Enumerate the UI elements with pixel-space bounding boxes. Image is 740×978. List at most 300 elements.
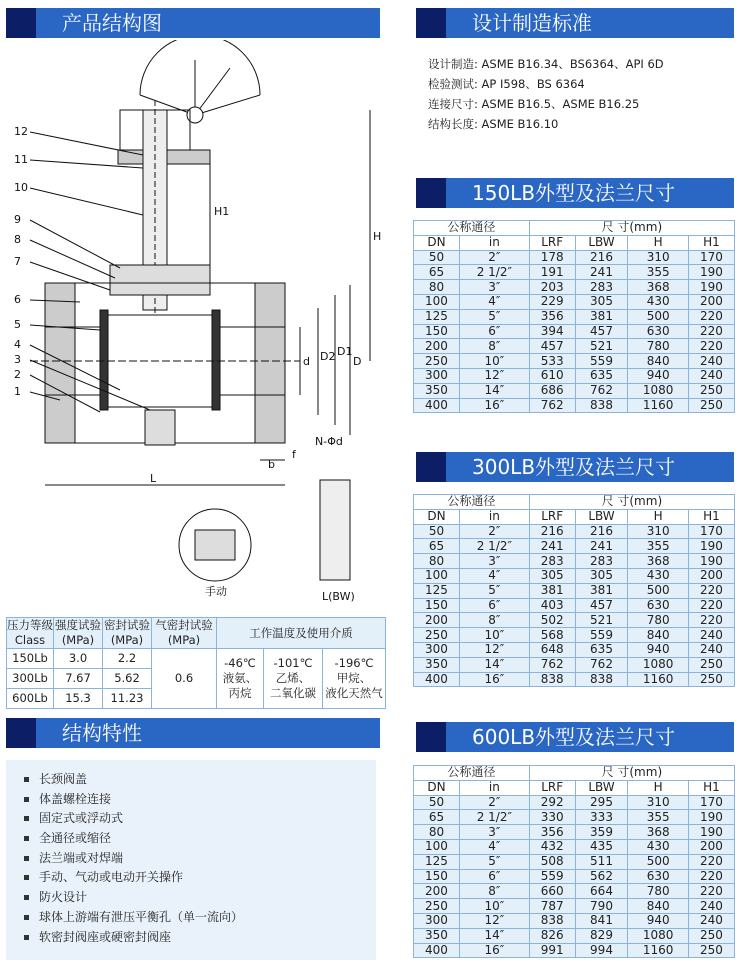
- table-header-size: 尺 寸(mm): [529, 766, 734, 781]
- table-cell: 300: [414, 368, 460, 383]
- table-cell: 841: [575, 913, 628, 928]
- table-cell: 359: [575, 825, 628, 840]
- table-cell: 191: [529, 265, 575, 280]
- dims-table-300: [413, 494, 735, 687]
- table-cell: 762: [575, 657, 628, 672]
- header-dims-150: 150LB外型及法兰尺寸: [416, 178, 734, 208]
- table-cell: 100: [414, 839, 460, 854]
- table-cell: 780: [628, 339, 689, 354]
- part-label: 12: [14, 125, 28, 138]
- table-cell: 508: [529, 854, 575, 869]
- table-cell: 200: [688, 839, 734, 854]
- table-cell: 292: [529, 795, 575, 810]
- pressure-strength: 15.3: [54, 689, 103, 709]
- table-row: [414, 672, 735, 687]
- table-cell: 686: [529, 383, 575, 398]
- table-cell: 283: [575, 280, 628, 295]
- table-row: [414, 583, 735, 598]
- table-cell: 250: [688, 928, 734, 943]
- bonnet: [110, 265, 210, 295]
- header-product-structure: [6, 8, 380, 38]
- table-header-nominal: 公称通径: [414, 221, 530, 236]
- bullet-icon: [24, 875, 29, 880]
- table-cell: 630: [628, 869, 689, 884]
- table-cell: 568: [529, 628, 575, 643]
- features-panel: [6, 760, 376, 960]
- table-row: [414, 839, 735, 854]
- pressure-class: 150Lb: [7, 649, 54, 669]
- feature-item: 软密封阀座或硬密封阀座: [24, 928, 376, 948]
- feature-item: 长颈阀盖: [24, 770, 376, 790]
- table-cell: 14″: [459, 383, 529, 398]
- feature-item: 手动、气动或电动开关操作: [24, 868, 376, 888]
- table-cell: 381: [575, 583, 628, 598]
- header-dims-300: 300LB外型及法兰尺寸: [416, 452, 734, 482]
- header-features: 结构特性: [6, 718, 380, 748]
- table-row: [414, 913, 735, 928]
- pressure-seal: 11.23: [103, 689, 152, 709]
- table-cell: 14″: [459, 657, 529, 672]
- table-col-header: in: [459, 235, 529, 250]
- table-cell: 5″: [459, 854, 529, 869]
- standard-row: 连接尺寸: ASME B16.5、ASME B16.25: [428, 97, 640, 111]
- table-cell: 559: [575, 354, 628, 369]
- table-row: [414, 943, 735, 958]
- table-cell: 150: [414, 324, 460, 339]
- table-cell: 65: [414, 265, 460, 280]
- table-cell: 295: [575, 795, 628, 810]
- table-cell: 630: [628, 598, 689, 613]
- table-cell: 435: [575, 839, 628, 854]
- bullet-icon: [24, 915, 29, 920]
- pressure-class: 600Lb: [7, 689, 54, 709]
- table-row: [414, 539, 735, 554]
- table-cell: 762: [575, 383, 628, 398]
- table-cell: 240: [688, 628, 734, 643]
- feature-item: 全通径或缩径: [24, 829, 376, 849]
- table-cell: 2 1/2″: [459, 810, 529, 825]
- table-row: [414, 265, 735, 280]
- standard-row: 设计制造: ASME B16.34、BS6364、API 6D: [428, 57, 664, 71]
- table-cell: 300: [414, 913, 460, 928]
- table-cell: 12″: [459, 913, 529, 928]
- table-cell: 220: [688, 339, 734, 354]
- table-cell: 432: [529, 839, 575, 854]
- table-cell: 240: [688, 368, 734, 383]
- table-cell: 170: [688, 524, 734, 539]
- table-row: [414, 825, 735, 840]
- table-cell: 521: [575, 613, 628, 628]
- header-block: [416, 178, 446, 208]
- header-block: [6, 8, 36, 38]
- table-cell: 940: [628, 642, 689, 657]
- table-cell: 125: [414, 583, 460, 598]
- bullet-icon: [24, 856, 29, 861]
- table-row: [414, 795, 735, 810]
- table-row: [414, 657, 735, 672]
- part-label: 2: [14, 368, 21, 381]
- table-cell: 216: [529, 524, 575, 539]
- table-cell: 533: [529, 354, 575, 369]
- table-cell: 826: [529, 928, 575, 943]
- table-col-header: H1: [688, 235, 734, 250]
- table-cell: 6″: [459, 598, 529, 613]
- table-col-header: LBW: [575, 509, 628, 524]
- table-cell: 330: [529, 810, 575, 825]
- table-cell: 840: [628, 899, 689, 914]
- table-header-size: 尺 寸(mm): [529, 495, 734, 510]
- table-cell: 430: [628, 568, 689, 583]
- table-row: [414, 368, 735, 383]
- table-col-header: H1: [688, 780, 734, 795]
- header-design-standard: [416, 8, 734, 38]
- table-col-header: LBW: [575, 235, 628, 250]
- table-cell: 5″: [459, 583, 529, 598]
- bullet-icon: [24, 935, 29, 940]
- table-cell: 400: [414, 398, 460, 413]
- header-block: [416, 452, 446, 482]
- table-cell: 6″: [459, 324, 529, 339]
- dim-label: D: [353, 355, 362, 368]
- table-row: [414, 869, 735, 884]
- valve-drawing: [0, 40, 405, 610]
- table-cell: 660: [529, 884, 575, 899]
- table-cell: 940: [628, 913, 689, 928]
- table-cell: 200: [688, 568, 734, 583]
- table-cell: 200: [414, 613, 460, 628]
- table-cell: 333: [575, 810, 628, 825]
- part-label: 8: [14, 233, 21, 246]
- table-cell: 12″: [459, 368, 529, 383]
- handwheel-hub: [187, 107, 203, 123]
- table-col-header: DN: [414, 780, 460, 795]
- table-cell: 241: [529, 539, 575, 554]
- table-cell: 250: [414, 354, 460, 369]
- table-cell: 394: [529, 324, 575, 339]
- table-cell: 500: [628, 854, 689, 869]
- table-cell: 100: [414, 568, 460, 583]
- table-cell: 457: [575, 324, 628, 339]
- table-col-header: H: [628, 780, 689, 795]
- table-cell: 521: [575, 339, 628, 354]
- table-cell: 368: [628, 280, 689, 295]
- table-cell: 355: [628, 539, 689, 554]
- manual-label: 手动: [205, 585, 227, 598]
- table-cell: 220: [688, 309, 734, 324]
- standards-list: [428, 54, 664, 134]
- table-col-header: LRF: [529, 780, 575, 795]
- table-cell: 350: [414, 383, 460, 398]
- table-row: [414, 928, 735, 943]
- pressure-header-class: 压力等级 Class: [7, 618, 53, 647]
- table-cell: 220: [688, 613, 734, 628]
- table-cell: 300: [414, 642, 460, 657]
- dim-label: b: [268, 458, 275, 471]
- feature-item: 法兰端或对焊端: [24, 849, 376, 869]
- table-cell: 50: [414, 795, 460, 810]
- table-cell: 457: [575, 598, 628, 613]
- table-cell: 381: [575, 309, 628, 324]
- table-cell: 3″: [459, 280, 529, 295]
- pressure-header-temp: 工作温度及使用介质: [217, 618, 386, 649]
- table-cell: 350: [414, 657, 460, 672]
- table-cell: 762: [529, 657, 575, 672]
- table-cell: 3″: [459, 554, 529, 569]
- table-col-header: H1: [688, 509, 734, 524]
- table-cell: 65: [414, 539, 460, 554]
- table-cell: 350: [414, 928, 460, 943]
- table-cell: 787: [529, 899, 575, 914]
- table-cell: 216: [575, 250, 628, 265]
- table-header-nominal: 公称通径: [414, 766, 530, 781]
- table-cell: 4″: [459, 294, 529, 309]
- dim-label: N-Φd: [315, 435, 343, 448]
- table-row: [414, 899, 735, 914]
- table-cell: 250: [414, 899, 460, 914]
- header-title: 设计制造标准: [472, 11, 592, 35]
- table-cell: 310: [628, 250, 689, 265]
- part-label: 3: [14, 353, 21, 366]
- table-row: [414, 568, 735, 583]
- standard-row: 检验测试: AP I598、BS 6364: [428, 77, 585, 91]
- seat-right: [212, 310, 220, 410]
- table-cell: 283: [575, 554, 628, 569]
- table-row: [414, 309, 735, 324]
- table-cell: 14″: [459, 928, 529, 943]
- table-header-size: 尺 寸(mm): [529, 221, 734, 236]
- table-cell: 430: [628, 294, 689, 309]
- pressure-header-seal: 密封试验 (MPa): [104, 618, 150, 647]
- table-cell: 16″: [459, 672, 529, 687]
- table-cell: 780: [628, 613, 689, 628]
- table-cell: 635: [575, 368, 628, 383]
- table-cell: 170: [688, 250, 734, 265]
- part-label: 1: [14, 385, 21, 398]
- temp-cell-3: -196℃ 甲烷、 液化天然气: [323, 649, 386, 709]
- table-cell: 16″: [459, 398, 529, 413]
- table-cell: 240: [688, 642, 734, 657]
- pressure-header-strength: 强度试验 (MPa): [55, 618, 101, 647]
- table-row: [414, 613, 735, 628]
- table-cell: 80: [414, 825, 460, 840]
- feature-item: 球体上游端有泄压平衡孔（单一流向）: [24, 908, 376, 928]
- table-row: [414, 524, 735, 539]
- table-cell: 2 1/2″: [459, 265, 529, 280]
- table-cell: 100: [414, 294, 460, 309]
- part-label: 9: [14, 213, 21, 226]
- table-cell: 8″: [459, 613, 529, 628]
- table-cell: 994: [575, 943, 628, 958]
- table-cell: 3″: [459, 825, 529, 840]
- table-col-header: DN: [414, 509, 460, 524]
- table-cell: 150: [414, 869, 460, 884]
- left-flange: [45, 283, 75, 443]
- part-label: 5: [14, 318, 21, 331]
- table-cell: 559: [575, 628, 628, 643]
- table-cell: 368: [628, 825, 689, 840]
- header-title: 产品结构图: [62, 11, 162, 35]
- table-cell: 2 1/2″: [459, 539, 529, 554]
- table-cell: 190: [688, 810, 734, 825]
- table-cell: 1160: [628, 672, 689, 687]
- table-cell: 178: [529, 250, 575, 265]
- pressure-seal: 5.62: [103, 669, 152, 689]
- table-row: [414, 628, 735, 643]
- bullet-icon: [24, 797, 29, 802]
- table-cell: 220: [688, 884, 734, 899]
- pressure-seal: 2.2: [103, 649, 152, 669]
- table-cell: 430: [628, 839, 689, 854]
- table-col-header: H: [628, 509, 689, 524]
- header-block: [6, 718, 36, 748]
- table-cell: 940: [628, 368, 689, 383]
- table-cell: 635: [575, 642, 628, 657]
- table-cell: 664: [575, 884, 628, 899]
- table-cell: 50: [414, 250, 460, 265]
- table-cell: 200: [414, 884, 460, 899]
- table-cell: 457: [529, 339, 575, 354]
- table-cell: 310: [628, 795, 689, 810]
- table-cell: 305: [529, 568, 575, 583]
- table-header-nominal: 公称通径: [414, 495, 530, 510]
- table-row: [414, 339, 735, 354]
- bw-end-detail: [320, 480, 350, 580]
- table-cell: 200: [414, 339, 460, 354]
- table-cell: 4″: [459, 568, 529, 583]
- dims-table-150: [413, 220, 735, 413]
- table-cell: 511: [575, 854, 628, 869]
- table-cell: 190: [688, 280, 734, 295]
- table-cell: 250: [688, 657, 734, 672]
- seat-left: [100, 310, 108, 410]
- table-cell: 630: [628, 324, 689, 339]
- table-cell: 80: [414, 280, 460, 295]
- part-label: 7: [14, 255, 21, 268]
- table-cell: 241: [575, 539, 628, 554]
- table-cell: 500: [628, 309, 689, 324]
- table-cell: 220: [688, 598, 734, 613]
- table-cell: 203: [529, 280, 575, 295]
- table-col-header: DN: [414, 235, 460, 250]
- table-col-header: H: [628, 235, 689, 250]
- table-col-header: in: [459, 780, 529, 795]
- table-cell: 190: [688, 539, 734, 554]
- trunnion: [145, 410, 175, 445]
- table-cell: 150: [414, 598, 460, 613]
- table-col-header: LRF: [529, 235, 575, 250]
- table-row: [414, 250, 735, 265]
- table-cell: 170: [688, 795, 734, 810]
- standard-row: 结构长度: ASME B16.10: [428, 117, 559, 131]
- table-cell: 80: [414, 554, 460, 569]
- table-cell: 1160: [628, 943, 689, 958]
- table-cell: 991: [529, 943, 575, 958]
- table-cell: 305: [575, 568, 628, 583]
- table-cell: 16″: [459, 943, 529, 958]
- table-cell: 838: [575, 398, 628, 413]
- pressure-strength: 7.67: [54, 669, 103, 689]
- pressure-table: [6, 617, 386, 709]
- table-cell: 200: [688, 294, 734, 309]
- table-cell: 10″: [459, 899, 529, 914]
- table-cell: 562: [575, 869, 628, 884]
- table-cell: 6″: [459, 869, 529, 884]
- temp-cell-2: -101℃ 乙烯、 二氧化碳: [264, 649, 323, 709]
- table-row: [414, 398, 735, 413]
- part-label: 6: [14, 293, 21, 306]
- table-cell: 838: [575, 672, 628, 687]
- table-cell: 762: [529, 398, 575, 413]
- table-row: [414, 354, 735, 369]
- table-cell: 838: [529, 672, 575, 687]
- table-cell: 250: [688, 672, 734, 687]
- table-col-header: LRF: [529, 509, 575, 524]
- table-cell: 8″: [459, 884, 529, 899]
- table-cell: 310: [628, 524, 689, 539]
- table-cell: 838: [529, 913, 575, 928]
- feature-item: 固定式或浮动式: [24, 809, 376, 829]
- table-cell: 229: [529, 294, 575, 309]
- table-row: [414, 598, 735, 613]
- temp-cell-1: -46℃ 液氨、 丙烷: [217, 649, 264, 709]
- table-cell: 559: [529, 869, 575, 884]
- table-cell: 190: [688, 554, 734, 569]
- bullet-icon: [24, 777, 29, 782]
- table-cell: 1160: [628, 398, 689, 413]
- table-row: [414, 554, 735, 569]
- table-cell: 250: [414, 628, 460, 643]
- dim-label: L: [150, 472, 157, 485]
- table-cell: 283: [529, 554, 575, 569]
- table-cell: 50: [414, 524, 460, 539]
- table-row: [414, 642, 735, 657]
- table-cell: 1080: [628, 383, 689, 398]
- part-label: 10: [14, 181, 28, 194]
- table-cell: 125: [414, 309, 460, 324]
- table-cell: 2″: [459, 250, 529, 265]
- table-cell: 8″: [459, 339, 529, 354]
- table-cell: 2″: [459, 795, 529, 810]
- table-col-header: LBW: [575, 780, 628, 795]
- table-cell: 10″: [459, 628, 529, 643]
- table-row: [414, 294, 735, 309]
- table-cell: 220: [688, 324, 734, 339]
- table-cell: 355: [628, 265, 689, 280]
- table-cell: 190: [688, 825, 734, 840]
- table-cell: 381: [529, 583, 575, 598]
- table-cell: 220: [688, 583, 734, 598]
- feature-item: 防火设计: [24, 888, 376, 908]
- table-cell: 790: [575, 899, 628, 914]
- table-cell: 840: [628, 628, 689, 643]
- table-row: [414, 383, 735, 398]
- pressure-header-gas: 气密封试验 (MPa): [152, 618, 217, 649]
- dim-label: D1: [337, 345, 353, 358]
- part-label: 4: [14, 338, 21, 351]
- table-cell: 250: [688, 943, 734, 958]
- bullet-icon: [24, 816, 29, 821]
- table-cell: 220: [688, 854, 734, 869]
- dim-label: H1: [214, 205, 230, 218]
- dim-label: d: [303, 355, 310, 368]
- table-row: [414, 854, 735, 869]
- dims-table-600: [413, 765, 735, 958]
- table-cell: 190: [688, 265, 734, 280]
- table-col-header: in: [459, 509, 529, 524]
- table-cell: 240: [688, 354, 734, 369]
- bullet-icon: [24, 836, 29, 841]
- table-row: [414, 810, 735, 825]
